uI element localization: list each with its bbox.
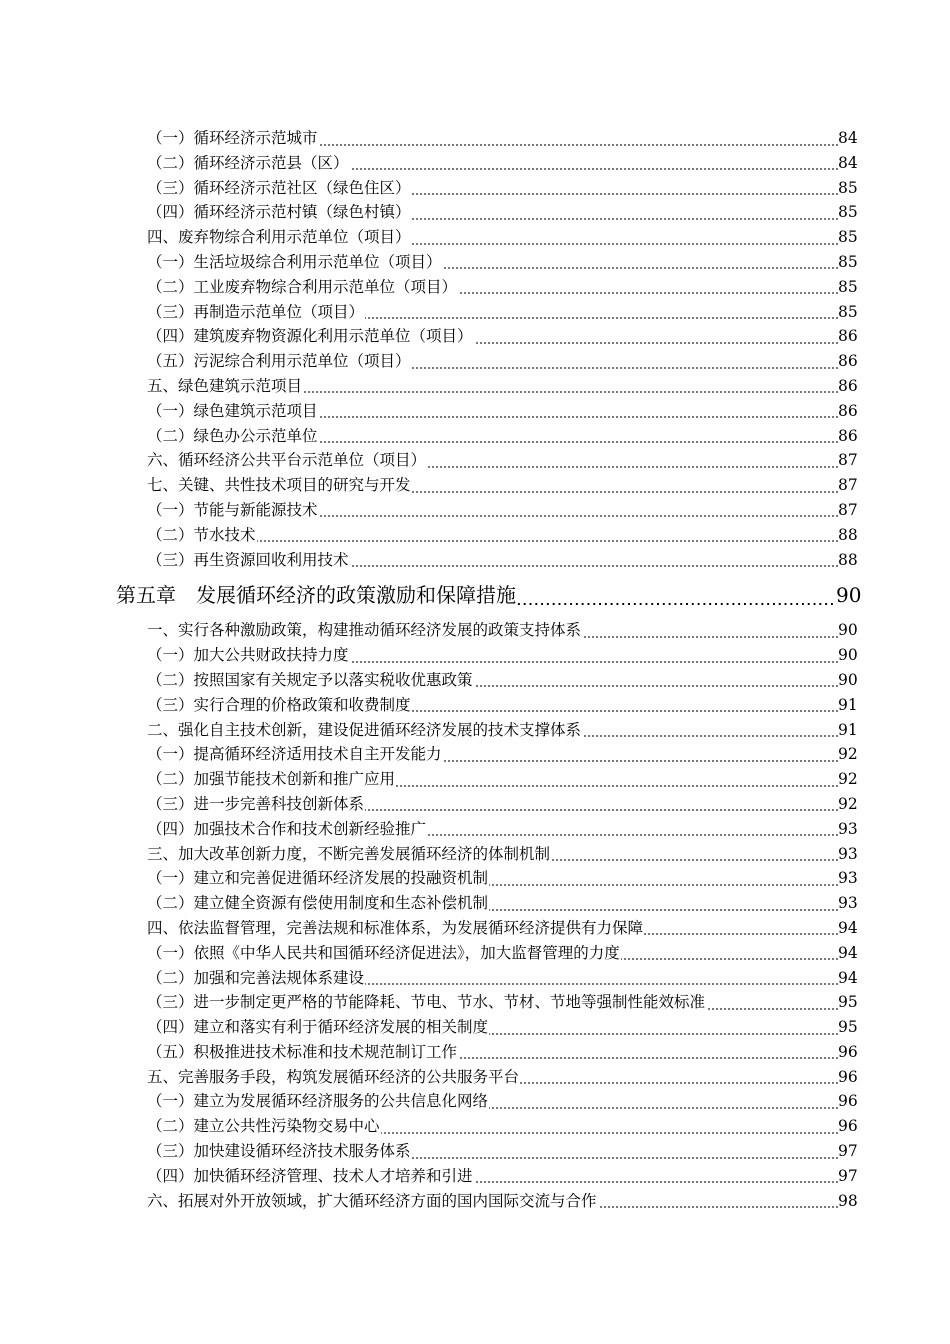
toc-page-number: 92 xyxy=(838,792,870,817)
toc-page-number: 91 xyxy=(838,718,870,743)
toc-leader-line xyxy=(147,817,838,842)
toc-leader-line xyxy=(147,1015,838,1040)
toc-leader-line xyxy=(147,742,838,767)
toc-page-number: 93 xyxy=(838,891,870,916)
toc-entry-title: （一）提高循环经济适用技术自主开发能力 xyxy=(147,745,442,764)
toc-page-number: 84 xyxy=(838,151,870,176)
toc-page-number: 95 xyxy=(838,1015,870,1040)
toc-leader-line xyxy=(147,349,838,374)
toc-entry-title: （三）加快建设循环经济技术服务体系 xyxy=(147,1142,411,1161)
toc-page-number: 86 xyxy=(838,374,870,399)
toc-section-entry[interactable] xyxy=(0,374,950,399)
toc-entry-title: （二）建立公共性污染物交易中心 xyxy=(147,1117,380,1136)
toc-page-number: 96 xyxy=(838,1040,870,1065)
toc-entry-title: （一）加大公共财政扶持力度 xyxy=(147,646,349,665)
toc-entry-title: （一）建立和完善促进循环经济发展的投融资机制 xyxy=(147,869,489,888)
toc-leader-line xyxy=(147,842,838,867)
toc-page-number: 87 xyxy=(838,473,870,498)
toc-page-number: 85 xyxy=(838,250,870,275)
toc-page-number: 86 xyxy=(838,324,870,349)
toc-entry-title: 二、强化自主技术创新，建设促进循环经济发展的技术支撑体系 xyxy=(147,720,582,739)
toc-subsection-entry[interactable] xyxy=(0,126,950,151)
toc-leader-line xyxy=(147,1040,838,1065)
toc-subsection-entry[interactable] xyxy=(0,250,950,275)
toc-page-number: 93 xyxy=(838,817,870,842)
toc-entry-title: （二）节水技术 xyxy=(147,525,256,544)
toc-leader-line xyxy=(147,966,838,991)
toc-entry-title: （二）加强节能技术创新和推广应用 xyxy=(147,770,396,789)
toc-entry-title: 五、完善服务手段，构筑发展循环经济的公共服务平台 xyxy=(147,1067,520,1086)
toc-entry-title: 五、绿色建筑示范项目 xyxy=(147,376,303,395)
toc-subsection-entry[interactable] xyxy=(0,792,950,817)
toc-entry-title: 四、依法监督管理，完善法规和标准体系，为发展循环经济提供有力保障 xyxy=(147,918,644,937)
toc-leader-line xyxy=(147,718,838,743)
toc-entry-title: （一）建立为发展循环经济服务的公共信息化网络 xyxy=(147,1092,489,1111)
toc-page-number: 85 xyxy=(838,225,870,250)
toc-page-number: 87 xyxy=(838,448,870,473)
toc-leader-line xyxy=(147,176,838,201)
toc-leader-line xyxy=(116,572,836,618)
toc-leader-line xyxy=(147,275,838,300)
toc-entry-title: （五）积极推进技术标准和技术规范制订工作 xyxy=(147,1042,458,1061)
toc-leader-line xyxy=(147,250,838,275)
toc-section-entry[interactable] xyxy=(0,225,950,250)
toc-entry-title: （一）生活垃圾综合利用示范单位（项目） xyxy=(147,252,442,271)
toc-leader-line xyxy=(147,151,838,176)
toc-section-entry[interactable] xyxy=(0,448,950,473)
toc-entry-title: （三）再制造示范单位（项目） xyxy=(147,302,365,321)
toc-leader-line xyxy=(147,643,838,668)
toc-entry-title: 四、废弃物综合利用示范单位（项目） xyxy=(147,228,411,247)
toc-subsection-entry[interactable] xyxy=(0,966,950,991)
toc-entry-title: 六、循环经济公共平台示范单位（项目） xyxy=(147,451,427,470)
toc-leader-line xyxy=(147,448,838,473)
toc-subsection-entry[interactable] xyxy=(0,1114,950,1139)
toc-leader-line xyxy=(147,1065,838,1090)
toc-subsection-entry[interactable] xyxy=(0,349,950,374)
toc-subsection-entry[interactable] xyxy=(0,866,950,891)
toc-page-number: 86 xyxy=(838,399,870,424)
toc-section-entry[interactable] xyxy=(0,718,950,743)
toc-entry-title: （一）依照《中华人民共和国循环经济促进法》，加大监督管理的力度 xyxy=(147,943,620,962)
toc-page-number: 90 xyxy=(836,572,868,618)
toc-leader-line xyxy=(147,473,838,498)
toc-page-number: 85 xyxy=(838,275,870,300)
toc-leader-line xyxy=(147,324,838,349)
toc-page-number: 85 xyxy=(838,300,870,325)
toc-entry-title: 七、关键、共性技术项目的研究与开发 xyxy=(147,476,411,495)
toc-leader-line xyxy=(147,523,838,548)
toc-subsection-entry[interactable] xyxy=(0,767,950,792)
toc-page-number: 84 xyxy=(838,126,870,151)
toc-entry-title: （四）建筑废弃物资源化利用示范单位（项目） xyxy=(147,327,473,346)
toc-leader-line xyxy=(147,498,838,523)
toc-subsection-entry[interactable] xyxy=(0,548,950,573)
toc-subsection-entry[interactable] xyxy=(0,1089,950,1114)
toc-page-number: 97 xyxy=(838,1164,870,1189)
toc-subsection-entry[interactable] xyxy=(0,399,950,424)
toc-subsection-entry[interactable] xyxy=(0,523,950,548)
toc-entry-title: （四）加快循环经济管理、技术人才培养和引进 xyxy=(147,1166,473,1185)
toc-leader-line xyxy=(147,126,838,151)
toc-page-number: 94 xyxy=(838,941,870,966)
toc-subsection-entry[interactable] xyxy=(0,275,950,300)
toc-leader-line xyxy=(147,693,838,718)
toc-page-number: 98 xyxy=(838,1189,870,1214)
toc-entry-title: 一、实行各种激励政策，构建推动循环经济发展的政策支持体系 xyxy=(147,621,582,640)
toc-entry-title: （四）加强技术合作和技术创新经验推广 xyxy=(147,819,427,838)
toc-subsection-entry[interactable] xyxy=(0,693,950,718)
toc-subsection-entry[interactable] xyxy=(0,498,950,523)
toc-subsection-entry[interactable] xyxy=(0,1164,950,1189)
toc-entry-title: （一）节能与新能源技术 xyxy=(147,500,318,519)
toc-section-entry[interactable] xyxy=(0,842,950,867)
toc-entry-title: （二）循环经济示范县（区） xyxy=(147,153,349,172)
toc-entry-title: （二）工业废弃物综合利用示范单位（项目） xyxy=(147,277,458,296)
toc-subsection-entry[interactable] xyxy=(0,1139,950,1164)
toc-subsection-entry[interactable] xyxy=(0,424,950,449)
toc-page-number: 85 xyxy=(838,176,870,201)
toc-page-number: 92 xyxy=(838,742,870,767)
toc-entry-title: （三）循环经济示范社区（绿色住区） xyxy=(147,178,411,197)
toc-leader-line xyxy=(147,1164,838,1189)
toc-entry-title: （五）污泥综合利用示范单位（项目） xyxy=(147,352,411,371)
toc-entry-title: （三）进一步完善科技创新体系 xyxy=(147,794,365,813)
toc-entry-title: 第五章 发展循环经济的政策激励和保障措施 xyxy=(116,583,516,608)
toc-page-number: 93 xyxy=(838,842,870,867)
toc-section-entry[interactable] xyxy=(0,916,950,941)
toc-leader-line xyxy=(147,399,838,424)
toc-entry-title: （二）按照国家有关规定予以落实税收优惠政策 xyxy=(147,670,473,689)
toc-entry-title: （三）实行合理的价格政策和收费制度 xyxy=(147,695,411,714)
toc-entry-title: （四）循环经济示范村镇（绿色村镇） xyxy=(147,203,411,222)
toc-page-number: 86 xyxy=(838,424,870,449)
toc-page-number: 96 xyxy=(838,1065,870,1090)
toc-leader-line xyxy=(147,1189,838,1214)
toc-leader-line xyxy=(147,424,838,449)
toc-subsection-entry[interactable] xyxy=(0,817,950,842)
toc-entry-title: （四）建立和落实有利于循环经济发展的相关制度 xyxy=(147,1018,489,1037)
toc-leader-line xyxy=(147,767,838,792)
toc-section-entry[interactable] xyxy=(0,1065,950,1090)
toc-leader-line xyxy=(147,548,838,573)
toc-leader-line xyxy=(147,941,838,966)
toc-leader-line xyxy=(147,891,838,916)
toc-subsection-entry[interactable] xyxy=(0,151,950,176)
toc-page-number: 88 xyxy=(838,523,870,548)
toc-page-number: 90 xyxy=(838,668,870,693)
toc-leader-line xyxy=(147,1139,838,1164)
toc-subsection-entry[interactable] xyxy=(0,742,950,767)
toc-subsection-entry[interactable] xyxy=(0,941,950,966)
toc-leader-line xyxy=(147,1114,838,1139)
toc-subsection-entry[interactable] xyxy=(0,176,950,201)
toc-page-number: 94 xyxy=(838,966,870,991)
table-of-contents xyxy=(0,126,950,1213)
toc-entry-title: （二）建立健全资源有偿使用制度和生态补偿机制 xyxy=(147,894,489,913)
toc-section-entry[interactable] xyxy=(0,618,950,643)
toc-entry-title: （一）循环经济示范城市 xyxy=(147,129,318,147)
toc-subsection-entry[interactable] xyxy=(0,891,950,916)
toc-page-number: 86 xyxy=(838,349,870,374)
toc-entry-title: （三）再生资源回收利用技术 xyxy=(147,550,349,569)
toc-entry-title: （二）加强和完善法规体系建设 xyxy=(147,968,365,987)
toc-page-number: 88 xyxy=(838,548,870,573)
toc-page-number: 97 xyxy=(838,1139,870,1164)
toc-subsection-entry[interactable] xyxy=(0,1015,950,1040)
toc-leader-line xyxy=(147,300,838,325)
toc-leader-line xyxy=(147,916,838,941)
toc-page-number: 90 xyxy=(838,618,870,643)
toc-page-number: 92 xyxy=(838,767,870,792)
toc-page-number: 85 xyxy=(838,200,870,225)
toc-leader-line xyxy=(147,1089,838,1114)
toc-page-number: 93 xyxy=(838,866,870,891)
toc-entry-title: 六、拓展对外开放领域，扩大循环经济方面的国内国际交流与合作 xyxy=(147,1191,597,1210)
toc-page-number: 94 xyxy=(838,916,870,941)
toc-subsection-entry[interactable] xyxy=(0,1040,950,1065)
toc-leader-line xyxy=(147,668,838,693)
toc-subsection-entry[interactable] xyxy=(0,668,950,693)
toc-subsection-entry[interactable] xyxy=(0,300,950,325)
toc-entry-title: 三、加大改革创新力度，不断完善发展循环经济的体制机制 xyxy=(147,844,551,863)
toc-page-number: 96 xyxy=(838,1089,870,1114)
toc-page-number: 90 xyxy=(838,643,870,668)
toc-leader-line xyxy=(147,990,838,1015)
toc-subsection-entry[interactable] xyxy=(0,990,950,1015)
toc-subsection-entry[interactable] xyxy=(0,643,950,668)
toc-subsection-entry[interactable] xyxy=(0,200,950,225)
toc-section-entry[interactable] xyxy=(0,473,950,498)
toc-entry-title: （一）绿色建筑示范项目 xyxy=(147,401,318,420)
toc-leader-line xyxy=(147,866,838,891)
toc-subsection-entry[interactable] xyxy=(0,324,950,349)
toc-section-entry[interactable] xyxy=(0,1189,950,1214)
toc-entry-title: （二）绿色办公示范单位 xyxy=(147,426,318,445)
toc-page-number: 95 xyxy=(838,990,870,1015)
toc-leader-line xyxy=(147,618,838,643)
toc-leader-line xyxy=(147,792,838,817)
toc-entry-title: （三）进一步制定更严格的节能降耗、节电、节水、节材、节地等强制性能效标准 xyxy=(147,993,706,1012)
toc-page-number: 87 xyxy=(838,498,870,523)
toc-page-number: 91 xyxy=(838,693,870,718)
toc-leader-line xyxy=(147,225,838,250)
toc-leader-line xyxy=(147,374,838,399)
toc-page-number: 96 xyxy=(838,1114,870,1139)
toc-chapter-entry[interactable] xyxy=(0,572,950,618)
toc-leader-line xyxy=(147,200,838,225)
